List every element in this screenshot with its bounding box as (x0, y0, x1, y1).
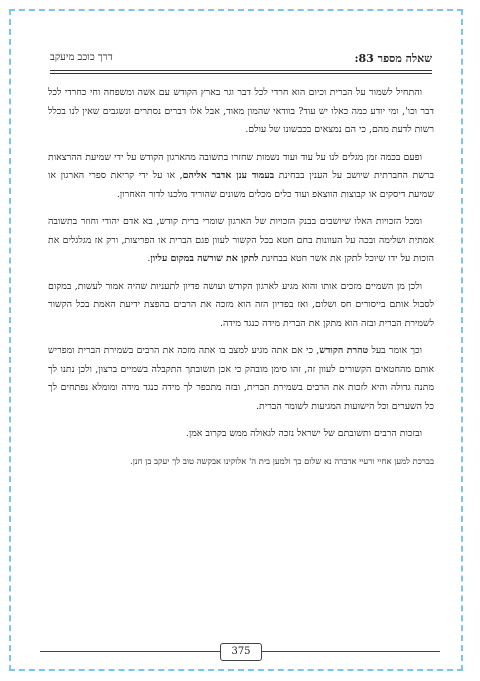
paragraph-5 (48, 342, 434, 416)
paragraph-5-text-a: וכך אומר בעל (368, 345, 422, 356)
paragraph-3-bold-quote: לתקן את שורשה במקום עליון (150, 253, 259, 264)
paragraph-3 (48, 213, 434, 269)
paragraph-2-text-b: , או על ידי קריאת ספרי הארגון או שמיעת דיסקים או קבוצות הווצאפ ועוד כלים מכלים משונים שהוריד מלכנו לדור האחרון. (48, 170, 434, 200)
paragraph-5-bold-source: טהרת הקודש (319, 345, 369, 356)
page-footer (40, 643, 440, 663)
header-question-number: שאלה מספר 83: (354, 52, 432, 65)
paragraph-2-text-a: ופעם בכמה זמן מגלים לנו על עוד ועוד נשמות שחזרו בתשובה מהארגון הקודש על ידי שמיעת ההרצאות ברשת החברתית שיושב על הענין בבחינת (48, 151, 435, 181)
header-rule-top (50, 70, 432, 71)
signature: בברכת למען אחיי ורעיי אדברה נא שלום בך ולמען בית ה' אלוקינו אבקשה טוב לך יעקב בן חנן. (130, 455, 434, 466)
running-header (50, 48, 432, 70)
paragraph-2 (48, 149, 434, 205)
paragraph-3-text-b: . (147, 253, 151, 264)
paragraph-1: והתחיל לשמור על הברית וכיום הוא חרדי לכל דבר וגר בארץ הקודש עם אשה ומשפחה וחי כחרדי לכל דבר וכו', ומי יודע כמה כאלו יש עוד? בוודאי שהמון מאוד, אבל אלו דברים נסתרים ונשגבים שאין לנו בכלל רשות לדעת מהם, כי הם נמצאים בכבשונו של עולם. (48, 87, 434, 135)
header-rule-bottom (50, 73, 432, 74)
paragraph-3-text-a: ומכל הזכויות האלו שיושבים בבנק הזכויות של הארגון שומרי ברית קודש, בא אדם יהודי וחוזר בתשובה אמתית ושלימה ובכה על העוונות בחם חטא בכל הקשור לעוון פגם הברית או הפריצות, ורק אז מגלגלים את הזכות על ידו שיוכל לתקן את אשר חטא בבחינת (48, 216, 434, 264)
paragraph-2-bold-quote: בעמוד ענן אדבר אליהם (182, 170, 275, 181)
body-text (48, 84, 434, 479)
page-number: 375 (220, 643, 262, 661)
header-book-title: דרך כוכב מיעקב (50, 52, 113, 63)
paragraph-6: ובזכות הרבים ותשובתם של ישראל נזכה לגאולה ממש בקרוב אמן. (185, 428, 422, 439)
paragraph-4: ולכן מן השמיים מזכים אותו והוא מגיע לארגון הקודש ועושה פדיון לתעניות שהיה אמור לעשות, במקום לסבול אותם בייסורים חס ושלום, ואז בפדיון הזה הוא מזכה את הרבים בהפצת ידיעת האמת בכל הקשור לשמירת הברית ובזה הוא מתקן את הברית מידה כנגד מידה. (48, 280, 434, 329)
paragraph-5-text-b: , כי אם אתה מגיע למצב בו אתה מזכה את הרבים בשמירת הברית ומפריש אותם מהחטאים הקשורים לעוון זה, זהו סימן מובהק כי אכן תשובתך התקבלה בשמיים ברצון, ולכן נתנו לך מתנה גדולה והיא לזכות את הרבים בשמירת הברית, ובזה מתכפר לך מידה כנגד מידה ומומלא נפתחים לך כל השערים וכל הישועות המגיעות לשומר הברית. (48, 345, 434, 412)
